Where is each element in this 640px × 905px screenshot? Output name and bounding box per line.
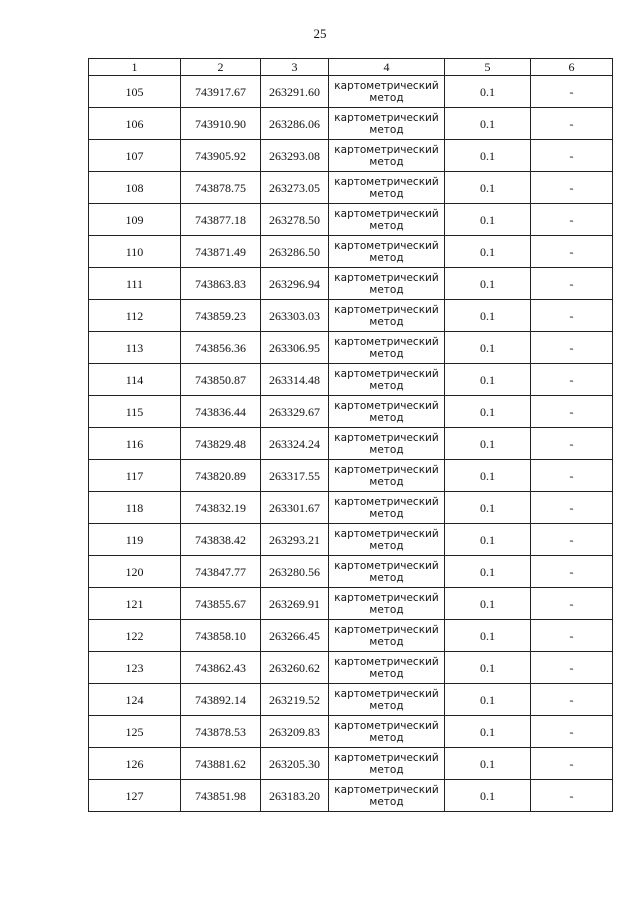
- y-coordinate-cell: 263280.56: [261, 556, 329, 588]
- table-row: [89, 204, 613, 236]
- table-row: [89, 172, 613, 204]
- method-cell: [329, 76, 445, 108]
- note-cell: -: [531, 268, 613, 300]
- table-row: [89, 332, 613, 364]
- method-line-2: метод: [369, 731, 404, 744]
- x-coordinate-cell: 743862.43: [181, 652, 261, 684]
- method-cell: [329, 524, 445, 556]
- note-cell: -: [531, 524, 613, 556]
- x-coordinate-cell: 743881.62: [181, 748, 261, 780]
- y-coordinate-cell: 263278.50: [261, 204, 329, 236]
- x-coordinate-cell: 743847.77: [181, 556, 261, 588]
- y-coordinate-cell: 263260.62: [261, 652, 329, 684]
- accuracy-cell: 0.1: [445, 748, 531, 780]
- method-line-1: картометрический: [334, 239, 439, 252]
- method-line-1: картометрический: [334, 335, 439, 348]
- column-header-6: 6: [531, 59, 613, 76]
- table-row: [89, 492, 613, 524]
- accuracy-cell: 0.1: [445, 236, 531, 268]
- table-row: [89, 684, 613, 716]
- point-number-cell: 109: [89, 204, 181, 236]
- y-coordinate-cell: 263183.20: [261, 780, 329, 812]
- y-coordinate-cell: 263209.83: [261, 716, 329, 748]
- x-coordinate-cell: 743856.36: [181, 332, 261, 364]
- y-coordinate-cell: 263329.67: [261, 396, 329, 428]
- method-line-2: метод: [369, 539, 404, 552]
- method-line-2: метод: [369, 763, 404, 776]
- accuracy-cell: 0.1: [445, 620, 531, 652]
- note-cell: -: [531, 300, 613, 332]
- method-cell: [329, 620, 445, 652]
- point-number-cell: 113: [89, 332, 181, 364]
- method-line-2: метод: [369, 251, 404, 264]
- point-number-cell: 105: [89, 76, 181, 108]
- method-line-2: метод: [369, 347, 404, 360]
- method-line-1: картометрический: [334, 399, 439, 412]
- method-cell: [329, 652, 445, 684]
- point-number-cell: 121: [89, 588, 181, 620]
- note-cell: -: [531, 140, 613, 172]
- method-cell: [329, 332, 445, 364]
- table-header: [89, 59, 613, 76]
- accuracy-cell: 0.1: [445, 140, 531, 172]
- note-cell: -: [531, 716, 613, 748]
- point-number-cell: 106: [89, 108, 181, 140]
- x-coordinate-cell: 743851.98: [181, 780, 261, 812]
- method-line-2: метод: [369, 507, 404, 520]
- point-number-cell: 115: [89, 396, 181, 428]
- x-coordinate-cell: 743836.44: [181, 396, 261, 428]
- note-cell: -: [531, 684, 613, 716]
- table-row: [89, 716, 613, 748]
- header-row: [89, 59, 613, 76]
- table-row: [89, 268, 613, 300]
- method-line-1: картометрический: [334, 495, 439, 508]
- x-coordinate-cell: 743858.10: [181, 620, 261, 652]
- method-line-1: картометрический: [334, 687, 439, 700]
- x-coordinate-cell: 743871.49: [181, 236, 261, 268]
- method-line-2: метод: [369, 411, 404, 424]
- method-cell: [329, 204, 445, 236]
- y-coordinate-cell: 263286.06: [261, 108, 329, 140]
- page-number: 25: [313, 26, 327, 41]
- y-coordinate-cell: 263266.45: [261, 620, 329, 652]
- note-cell: -: [531, 460, 613, 492]
- table-row: [89, 780, 613, 812]
- note-cell: -: [531, 108, 613, 140]
- y-coordinate-cell: 263293.08: [261, 140, 329, 172]
- point-number-cell: 127: [89, 780, 181, 812]
- note-cell: -: [531, 204, 613, 236]
- point-number-cell: 123: [89, 652, 181, 684]
- accuracy-cell: 0.1: [445, 428, 531, 460]
- method-line-2: метод: [369, 603, 404, 616]
- method-line-2: метод: [369, 219, 404, 232]
- method-line-2: метод: [369, 635, 404, 648]
- y-coordinate-cell: 263324.24: [261, 428, 329, 460]
- point-number-cell: 120: [89, 556, 181, 588]
- accuracy-cell: 0.1: [445, 172, 531, 204]
- y-coordinate-cell: 263273.05: [261, 172, 329, 204]
- method-line-1: картометрический: [334, 783, 439, 796]
- accuracy-cell: 0.1: [445, 204, 531, 236]
- table-row: [89, 76, 613, 108]
- y-coordinate-cell: 263317.55: [261, 460, 329, 492]
- column-header-3: 3: [261, 59, 329, 76]
- method-cell: [329, 108, 445, 140]
- method-line-1: картометрический: [334, 591, 439, 604]
- method-line-2: метод: [369, 571, 404, 584]
- table-row: [89, 396, 613, 428]
- x-coordinate-cell: 743838.42: [181, 524, 261, 556]
- table-row: [89, 524, 613, 556]
- point-number-cell: 124: [89, 684, 181, 716]
- point-number-cell: 107: [89, 140, 181, 172]
- method-line-1: картометрический: [334, 431, 439, 444]
- y-coordinate-cell: 263296.94: [261, 268, 329, 300]
- note-cell: -: [531, 588, 613, 620]
- method-cell: [329, 428, 445, 460]
- note-cell: -: [531, 748, 613, 780]
- accuracy-cell: 0.1: [445, 556, 531, 588]
- point-number-cell: 125: [89, 716, 181, 748]
- note-cell: -: [531, 652, 613, 684]
- x-coordinate-cell: 743832.19: [181, 492, 261, 524]
- table-row: [89, 620, 613, 652]
- y-coordinate-cell: 263286.50: [261, 236, 329, 268]
- accuracy-cell: 0.1: [445, 396, 531, 428]
- method-cell: [329, 236, 445, 268]
- method-line-2: метод: [369, 379, 404, 392]
- x-coordinate-cell: 743820.89: [181, 460, 261, 492]
- accuracy-cell: 0.1: [445, 332, 531, 364]
- method-line-1: картометрический: [334, 271, 439, 284]
- accuracy-cell: 0.1: [445, 492, 531, 524]
- point-number-cell: 119: [89, 524, 181, 556]
- y-coordinate-cell: 263205.30: [261, 748, 329, 780]
- table-row: [89, 236, 613, 268]
- table-row: [89, 556, 613, 588]
- method-line-1: картометрический: [334, 655, 439, 668]
- table-body: [89, 76, 613, 812]
- x-coordinate-cell: 743905.92: [181, 140, 261, 172]
- accuracy-cell: 0.1: [445, 524, 531, 556]
- x-coordinate-cell: 743863.83: [181, 268, 261, 300]
- note-cell: -: [531, 620, 613, 652]
- method-cell: [329, 460, 445, 492]
- method-cell: [329, 684, 445, 716]
- method-cell: [329, 780, 445, 812]
- point-number-cell: 108: [89, 172, 181, 204]
- x-coordinate-cell: 743910.90: [181, 108, 261, 140]
- note-cell: -: [531, 236, 613, 268]
- y-coordinate-cell: 263291.60: [261, 76, 329, 108]
- method-cell: [329, 716, 445, 748]
- y-coordinate-cell: 263314.48: [261, 364, 329, 396]
- point-number-cell: 111: [89, 268, 181, 300]
- note-cell: -: [531, 428, 613, 460]
- x-coordinate-cell: 743877.18: [181, 204, 261, 236]
- x-coordinate-cell: 743829.48: [181, 428, 261, 460]
- column-header-4: 4: [329, 59, 445, 76]
- method-cell: [329, 748, 445, 780]
- method-line-1: картометрический: [334, 751, 439, 764]
- column-header-1: 1: [89, 59, 181, 76]
- x-coordinate-cell: 743917.67: [181, 76, 261, 108]
- column-header-2: 2: [181, 59, 261, 76]
- point-number-cell: 116: [89, 428, 181, 460]
- method-line-1: картометрический: [334, 623, 439, 636]
- table-row: [89, 460, 613, 492]
- accuracy-cell: 0.1: [445, 268, 531, 300]
- point-number-cell: 118: [89, 492, 181, 524]
- accuracy-cell: 0.1: [445, 780, 531, 812]
- method-line-1: картометрический: [334, 79, 439, 92]
- method-line-2: метод: [369, 187, 404, 200]
- accuracy-cell: 0.1: [445, 76, 531, 108]
- method-line-1: картометрический: [334, 367, 439, 380]
- method-line-2: метод: [369, 283, 404, 296]
- method-line-2: метод: [369, 315, 404, 328]
- table-row: [89, 428, 613, 460]
- note-cell: -: [531, 556, 613, 588]
- note-cell: -: [531, 172, 613, 204]
- note-cell: -: [531, 492, 613, 524]
- method-line-2: метод: [369, 91, 404, 104]
- point-number-cell: 126: [89, 748, 181, 780]
- method-cell: [329, 172, 445, 204]
- method-cell: [329, 300, 445, 332]
- method-cell: [329, 396, 445, 428]
- method-line-2: метод: [369, 155, 404, 168]
- y-coordinate-cell: 263293.21: [261, 524, 329, 556]
- point-number-cell: 122: [89, 620, 181, 652]
- accuracy-cell: 0.1: [445, 684, 531, 716]
- point-number-cell: 110: [89, 236, 181, 268]
- point-number-cell: 114: [89, 364, 181, 396]
- note-cell: -: [531, 364, 613, 396]
- accuracy-cell: 0.1: [445, 300, 531, 332]
- method-line-1: картометрический: [334, 111, 439, 124]
- method-line-2: метод: [369, 443, 404, 456]
- method-line-1: картометрический: [334, 207, 439, 220]
- y-coordinate-cell: 263269.91: [261, 588, 329, 620]
- point-number-cell: 117: [89, 460, 181, 492]
- method-cell: [329, 492, 445, 524]
- x-coordinate-cell: 743859.23: [181, 300, 261, 332]
- y-coordinate-cell: 263306.95: [261, 332, 329, 364]
- method-line-1: картометрический: [334, 143, 439, 156]
- note-cell: -: [531, 332, 613, 364]
- method-cell: [329, 556, 445, 588]
- method-cell: [329, 588, 445, 620]
- method-cell: [329, 364, 445, 396]
- note-cell: -: [531, 396, 613, 428]
- coordinates-table: [88, 58, 613, 812]
- method-line-1: картометрический: [334, 303, 439, 316]
- method-line-1: картометрический: [334, 463, 439, 476]
- x-coordinate-cell: 743855.67: [181, 588, 261, 620]
- accuracy-cell: 0.1: [445, 652, 531, 684]
- method-line-2: метод: [369, 123, 404, 136]
- accuracy-cell: 0.1: [445, 364, 531, 396]
- table-row: [89, 748, 613, 780]
- accuracy-cell: 0.1: [445, 716, 531, 748]
- y-coordinate-cell: 263303.03: [261, 300, 329, 332]
- x-coordinate-cell: 743878.53: [181, 716, 261, 748]
- method-line-2: метод: [369, 475, 404, 488]
- x-coordinate-cell: 743850.87: [181, 364, 261, 396]
- method-line-2: метод: [369, 699, 404, 712]
- x-coordinate-cell: 743892.14: [181, 684, 261, 716]
- accuracy-cell: 0.1: [445, 588, 531, 620]
- accuracy-cell: 0.1: [445, 108, 531, 140]
- accuracy-cell: 0.1: [445, 460, 531, 492]
- table-row: [89, 364, 613, 396]
- table-row: [89, 588, 613, 620]
- column-header-5: 5: [445, 59, 531, 76]
- table-row: [89, 140, 613, 172]
- method-line-1: картометрический: [334, 559, 439, 572]
- note-cell: -: [531, 76, 613, 108]
- note-cell: -: [531, 780, 613, 812]
- y-coordinate-cell: 263301.67: [261, 492, 329, 524]
- method-line-1: картометрический: [334, 527, 439, 540]
- method-line-1: картометрический: [334, 175, 439, 188]
- y-coordinate-cell: 263219.52: [261, 684, 329, 716]
- method-line-2: метод: [369, 795, 404, 808]
- table-row: [89, 300, 613, 332]
- method-line-1: картометрический: [334, 719, 439, 732]
- method-cell: [329, 140, 445, 172]
- x-coordinate-cell: 743878.75: [181, 172, 261, 204]
- method-cell: [329, 268, 445, 300]
- table-row: [89, 108, 613, 140]
- method-line-2: метод: [369, 667, 404, 680]
- table-row: [89, 652, 613, 684]
- point-number-cell: 112: [89, 300, 181, 332]
